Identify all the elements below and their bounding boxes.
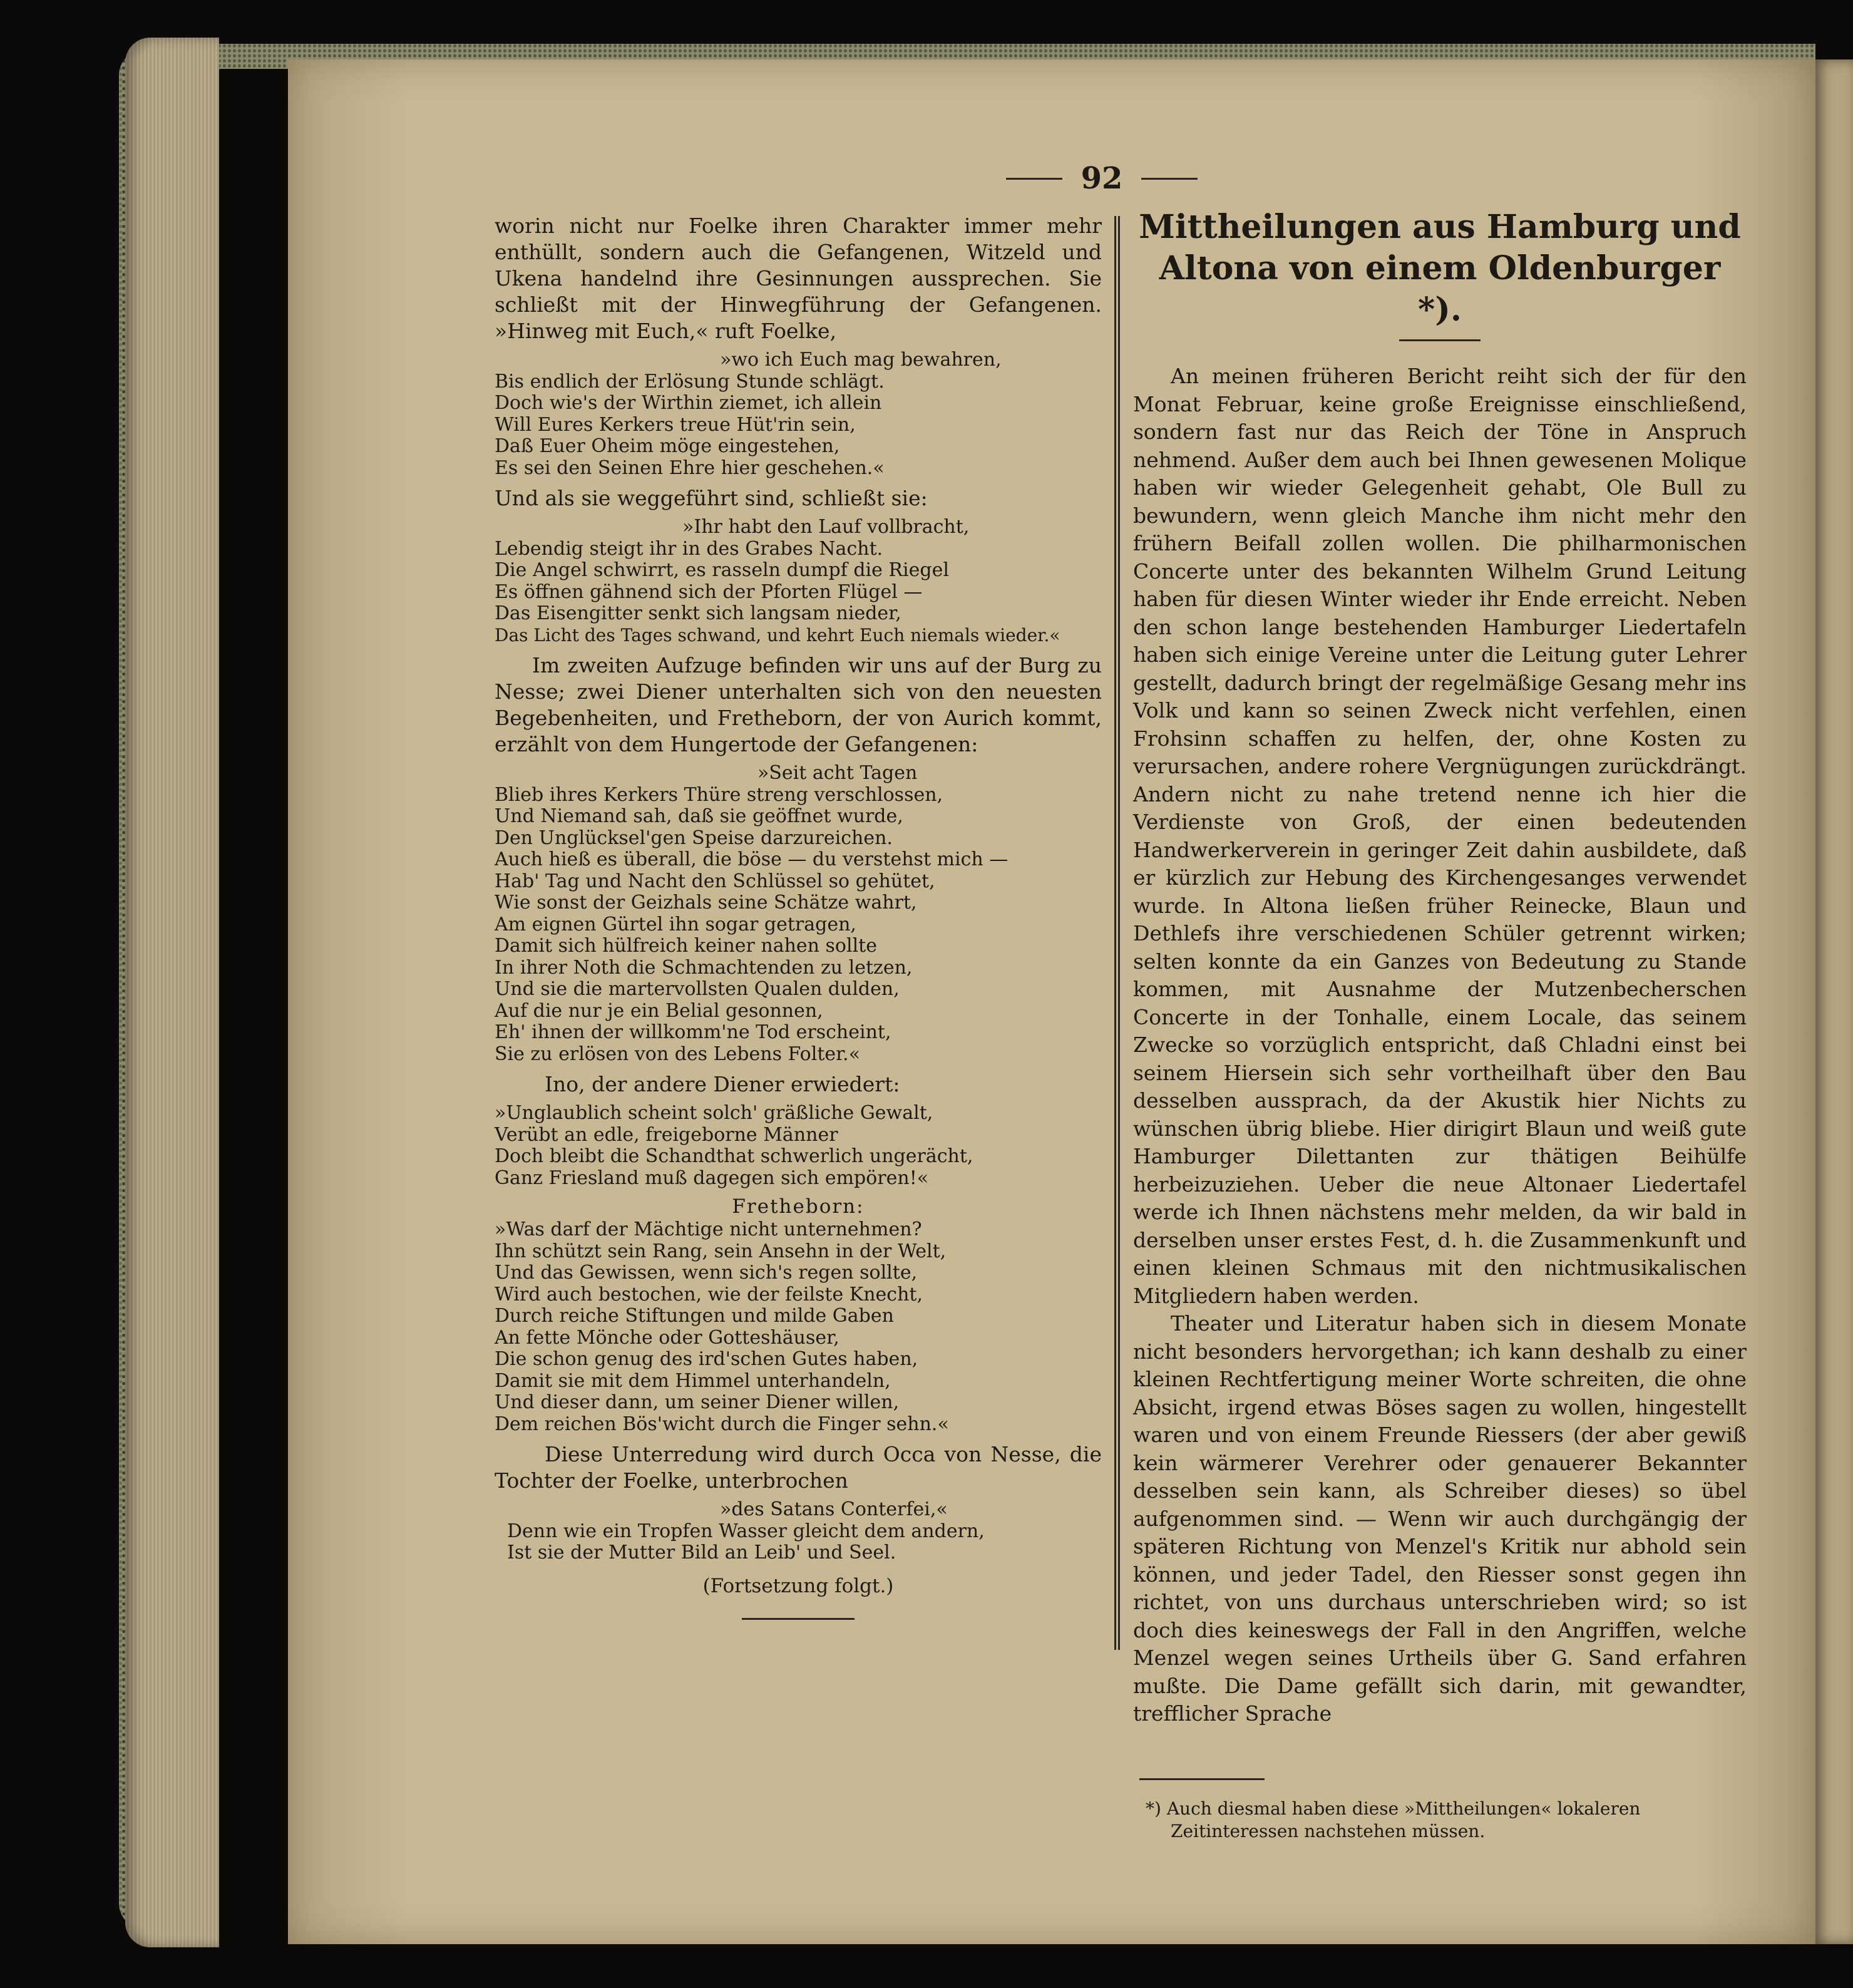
title-rule [1399,339,1481,341]
verse-line: Es öffnen gähnend sich der Pforten Flügel — [495,580,923,603]
verse-line: Und das Gewissen, wenn sich's regen sollte, [495,1262,918,1284]
header-dash-right [1141,178,1198,180]
verse-line: Durch reiche Stiftungen und milde Gaben [495,1305,894,1327]
verse-line: Auf die nur je ein Belial gesonnen, [495,999,823,1022]
verse-line: »Ihr habt den Lauf vollbracht, [682,516,970,538]
page-number-header [989,160,1214,197]
verse-line: Doch wie's der Wirthin ziemet, ich allein [495,392,882,414]
verse-line: Und sie die martervollsten Qualen dulden, [495,978,900,1000]
column-divider [1114,216,1120,1650]
verse-line: Bis endlich der Erlösung Stunde schlägt. [495,370,885,393]
verse-block [495,763,1102,1065]
verse-line: »des Satans Conterfei,« [720,1498,948,1520]
verse-block [495,349,1102,479]
verse-line: Eh' ihnen der willkomm'ne Tod erscheint, [495,1021,891,1043]
paragraph: Diese Unterredung wird durch Occa von Nesse, die Tochter der Foelke, unterbrochen [495,1442,1102,1493]
verse-block [495,1103,1102,1189]
verse-line: »Unglaublich scheint solch' gräßliche Gewalt, [495,1102,933,1124]
footnote-rule [1139,1778,1265,1780]
verse-line: Denn wie ein Tropfen Wasser gleicht dem andern, [507,1520,985,1542]
speaker-name: Fretheborn: [732,1195,865,1218]
verse-block [495,1219,1102,1435]
verse-line: Blieb ihres Kerkers Thüre streng verschlossen, [495,783,943,806]
left-column [495,213,1102,1620]
verse-line: Daß Euer Oheim möge eingestehen, [495,435,840,457]
facing-page-edge [1815,59,1853,1944]
footnote: *) Auch diesmal haben diese »Mittheilungen« lokaleren Zeitinteressen nachstehen müssen. [1146,1798,1641,1841]
section-end-rule [742,1618,855,1620]
verse-block [495,517,1102,646]
verse-line: Den Unglücksel'gen Speise darzureichen. [495,827,893,849]
verse-line: Und Niemand sah, daß sie geöffnet wurde, [495,805,903,827]
verse-line: Wie sonst der Geizhals seine Schätze wahrt, [495,892,917,914]
paragraph: worin nicht nur Foelke ihren Charakter immer mehr enthüllt, sondern auch die Gefangenen, Witzeld und Ukena handelnd ihre Gesinnungen aussprechen. Sie schließt mit der Hinwegführung der Gefangenen. »Hinweg mit Euch,« ruft Foelke, [495,214,1102,343]
verse-line: Lebendig steigt ihr in des Grabes Nacht. [495,537,883,560]
paragraph: Und als sie weggeführt sind, schließt sie: [495,486,928,510]
verse-line: Ganz Friesland muß dagegen sich empören!« [495,1167,929,1189]
verse-line: Das Licht des Tages schwand, und kehrt Euch niemals wieder.« [495,624,1060,646]
verse-line: Dem reichen Bös'wicht durch die Finger sehn.« [495,1413,949,1435]
verse-line: Sie zu erlösen von des Lebens Folter.« [495,1043,861,1065]
verse-line: Will Eures Kerkers treue Hüt'rin sein, [495,413,856,436]
verse-line: Ist sie der Mutter Bild an Leib' und Seel. [507,1542,896,1563]
article-title: Mittheilungen aus Hamburg und Altona von einem Oldenburger *). [1139,208,1741,329]
verse-line: Verübt an edle, freigeborne Männer [495,1123,838,1146]
verse-line: Die schon genug des ird'schen Gutes haben, [495,1348,918,1370]
verse-line: Ihn schützt sein Rang, sein Ansehn in der Welt, [495,1240,947,1262]
paragraph: Theater und Literatur haben sich in diesem Monate nicht besonders hervorgethan; ich kann deshalb zu einer kleinen Rechtfertigung meiner Worte schreiten, die ohne Absicht, irgend etwas Böses sagen zu wollen, hingestellt waren und von einem Freunde Riessers (der aber gewiß kein wärmerer Verehrer oder genauerer Bekannter desselben sein kann, als Schreiber dieses) so übel aufgenommen sind. — Wenn wir auch durchgängig der späteren Richtung von Menzel's Kritik nur abhold sein können, und jeder Tadel, den Riesser sonst gegen ihn richtet, von uns durchaus unterschrieben wird; so ist doch dies keineswegs der Fall in den Angriffen, welche Menzel wegen seines Urtheils über G. Sand erfahren mußte. Die Dame gefällt sich darin, mit gewandter, trefflicher Sprache [1133,1311,1747,1726]
paragraph: An meinen früheren Bericht reiht sich der für den Monat Februar, keine große Ereignisse einschließend, sondern fast nur das Reich der Töne in Anspruch nehmend. Außer dem auch bei Ihnen gewesenen Molique haben wir wieder Gelegenheit gehabt, Ole Bull zu bewundern, wenn gleich Manche ihm nicht mehr den frühern Beifall zollen wollen. Die philharmonischen Concerte unter des bekannten Wilhelm Grund Leitung haben für diesen Winter wieder ihr Ende erreicht. Neben den schon lange bestehenden Hamburger Liedertafeln haben sich einige Vereine unter die Leitung guter Lehrer gestellt, dadurch bringt der regelmäßige Gesang mehr ins Volk und kann so seinen Zweck nicht verfehlen, einen Frohsinn schaffen zu helfen, der, ohne Kosten zu verursachen, andere rohere Vergnügungen zurückdrängt. Andern nicht zu nahe tretend nenne ich hier die Verdienste von Groß, der einen bedeutenden Handwerkerverein in geringer Zeit dahin ausbildete, daß er kürzlich zur Hebung des Kirchengesanges verwendet wurde. In Altona ließen früher Reinecke, Blaun und Dethlefs ihre verschiedenen Schüler getrennt wirken; selten konnte da ein Ganzes von Bedeutung zu Stande kommen, mit Ausnahme der Mutzenbecherschen Concerte in der Tonhalle, einem Locale, das seinem Zwecke so vorzüglich entspricht, daß Chladni einst bei seinem Hiersein sich sehr vortheilhaft über den Bau desselben aussprach, da der Akustik hier Nichts zu wünschen übrig bliebe. Hier dirigirt Blaun und weiß gute Hamburger Dilettanten zur thätigen Beihülfe herbeizuziehen. Ueber die neue Altonaer Liedertafel werde ich Ihnen nächstens mehr melden, da wir bald in derselben unser erstes Fest, d. h. die Zusammenkunft und einen kleinen Schmaus mit den nichtmusikalischen Mitgliedern haben werden. [1133,364,1747,1308]
verse-line: Wird auch bestochen, wie der feilste Knecht, [495,1283,923,1306]
verse-line: »wo ich Euch mag bewahren, [720,349,1002,371]
verse-line: Es sei den Seinen Ehre hier geschehen.« [495,456,885,479]
verse-line: Doch bleibt die Schandthat schwerlich ungerächt, [495,1145,973,1167]
verse-line: An fette Mönche oder Gotteshäuser, [495,1326,839,1349]
verse-line: Das Eisengitter senkt sich langsam nieder, [495,602,901,624]
verse-line: »Was darf der Mächtige nicht unternehmen? [495,1218,922,1240]
paragraph: Im zweiten Aufzuge befinden wir uns auf der Burg zu Nesse; zwei Diener unterhalten sich von den neuesten Begebenheiten, und Fretheborn, der von Aurich kommt, erzählt von dem Hungertode der Gefangenen: [495,653,1102,756]
page-number: 92 [1080,161,1123,196]
verse-block [495,1499,1102,1564]
paragraph: Ino, der andere Diener erwiedert: [545,1072,900,1096]
verse-line: Hab' Tag und Nacht den Schlüssel so gehütet, [495,870,935,892]
verse-line: Auch hieß es überall, die böse — du verstehst mich — [495,848,1009,870]
verse-line: Damit sie mit dem Himmel unterhandeln, [495,1369,891,1392]
right-column [1133,207,1747,1860]
verse-line: In ihrer Noth die Schmachtenden zu letzen, [495,956,913,979]
verse-line: Und dieser dann, um seiner Diener willen, [495,1391,900,1413]
verse-line: Damit sich hülfreich keiner nahen sollte [495,935,877,957]
verse-line: »Seit acht Tagen [757,762,918,784]
header-dash-left [1006,178,1062,180]
page-stack-edge [125,38,219,1947]
verse-line: Am eignen Gürtel ihn sogar getragen, [495,913,856,935]
verse-line: Die Angel schwirrt, es rasseln dumpf die Riegel [495,559,949,581]
continuation-note: (Fortsetzung folgt.) [702,1574,894,1597]
